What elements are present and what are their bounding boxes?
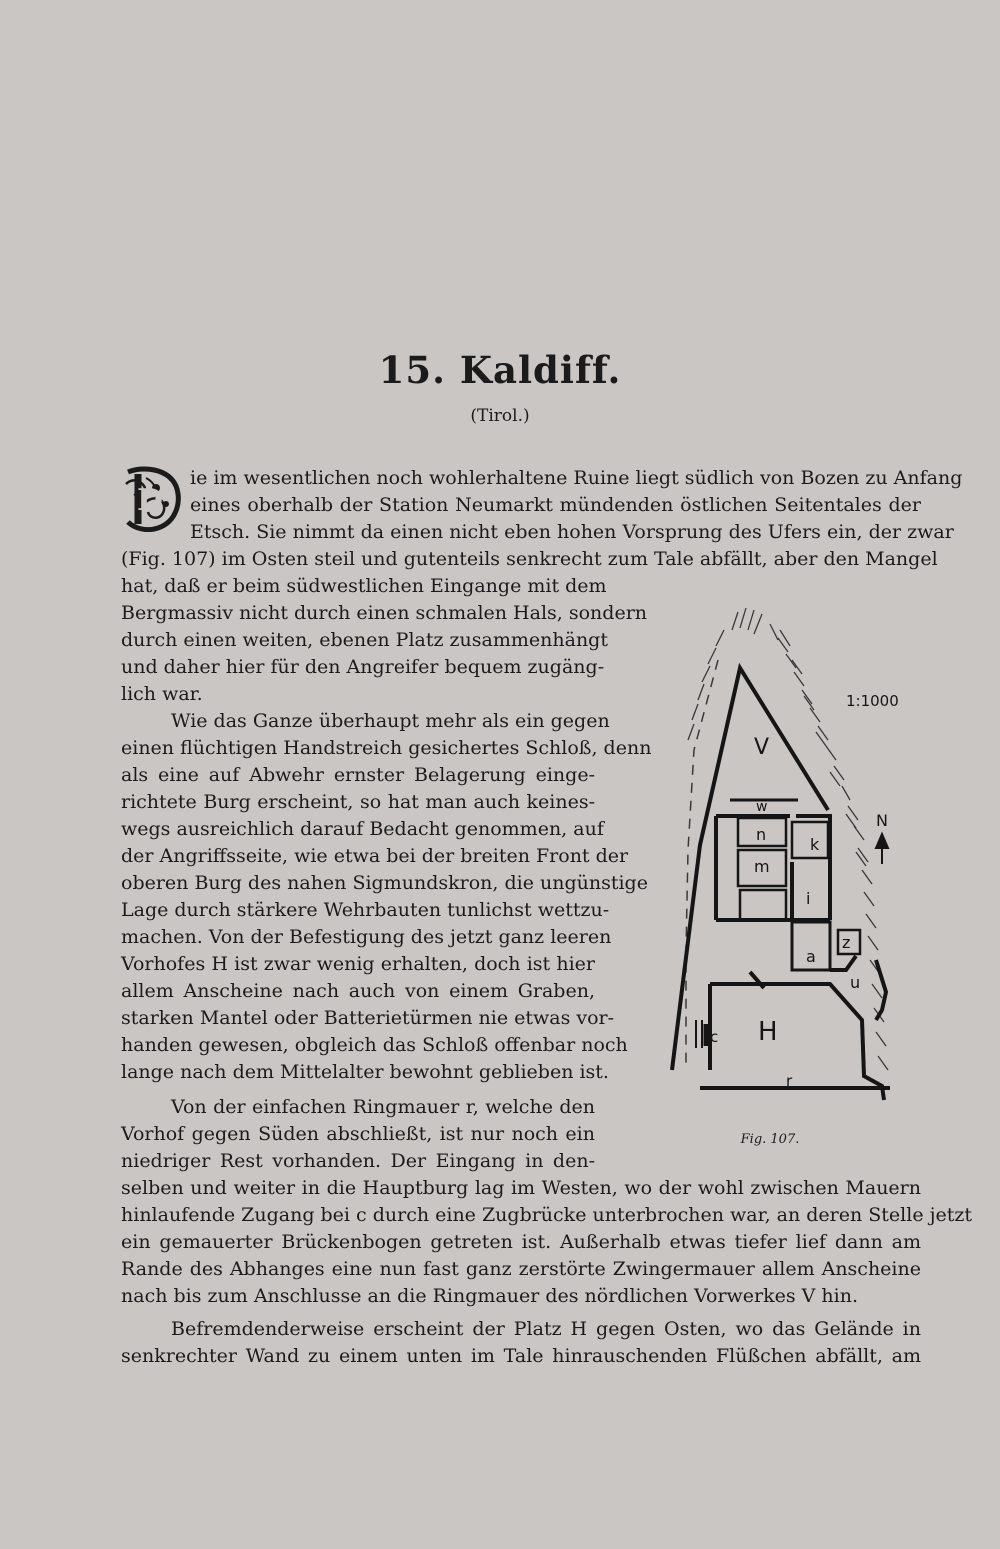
text-line: senkrechter Wand zu einem unten im Tale hinrauschenden Flüßchen abfällt, am xyxy=(121,1345,921,1367)
scale-label: 1:1000 xyxy=(846,692,899,710)
dropcap-letter: D xyxy=(136,483,164,518)
label-u: u xyxy=(850,973,861,992)
text-line: Vorhofes H ist zwar wenig erhalten, doch ist hier xyxy=(121,953,595,975)
text-line: und daher hier für den Angreifer bequem zugäng- xyxy=(121,656,605,678)
text-line: Lage durch stärkere Wehrbauten tunlichst wettzu- xyxy=(121,899,610,921)
label-m: m xyxy=(754,857,770,876)
label-v: V xyxy=(754,735,770,760)
chapter-title: 15. Kaldiff. xyxy=(378,348,622,392)
text-line: (Fig. 107) im Osten steil und gutenteils senkrecht zum Tale abfällt, aber den Mangel xyxy=(121,548,938,570)
text-line: lange nach dem Mittelalter bewohnt geblieben ist. xyxy=(121,1061,609,1083)
forecourt-h-walls xyxy=(700,960,890,1100)
castle-plan-figure xyxy=(620,600,940,1120)
label-h: H xyxy=(758,1017,778,1047)
label-a: a xyxy=(806,947,816,966)
text-line: Vorhof gegen Süden abschließt, ist nur noch ein xyxy=(121,1123,595,1145)
text-line: hat, daß er beim südwestlichen Eingange mit dem xyxy=(121,575,607,597)
text-line: richtete Burg erscheint, so hat man auch keines- xyxy=(121,791,595,813)
text-line: Von der einfachen Ringmauer r, welche den xyxy=(171,1096,595,1118)
text-line: eines oberhalb der Station Neumarkt mündenden östlichen Seitentales der xyxy=(190,494,921,516)
text-line: als eine auf Abwehr ernster Belagerung einge- xyxy=(121,764,595,786)
label-k: k xyxy=(810,835,820,854)
text-line: hinlaufende Zugang bei c durch eine Zugbrücke unterbrochen war, an deren Stelle jetzt xyxy=(121,1204,973,1226)
text-line: ie im wesentlichen noch wohlerhaltene Ruine liegt südlich von Bozen zu Anfang xyxy=(190,467,963,489)
text-line: einen flüchtigen Handstreich gesichertes Schloß, denn xyxy=(121,737,652,759)
text-line: selben und weiter in die Hauptburg lag im Westen, wo der wohl zwischen Mauern xyxy=(121,1177,921,1199)
text-line: Bergmassiv nicht durch einen schmalen Hals, sondern xyxy=(121,602,648,624)
text-line: Wie das Ganze überhaupt mehr als ein gegen xyxy=(171,710,610,732)
label-w: w xyxy=(756,799,768,815)
chapter-subtitle: (Tirol.) xyxy=(470,406,530,426)
main-castle-walls xyxy=(716,816,860,970)
dropcap-ornament xyxy=(122,464,184,532)
text-line: handen gewesen, obgleich das Schloß offenbar noch xyxy=(121,1034,628,1056)
label-z: z xyxy=(842,933,851,952)
label-c: c xyxy=(710,1028,719,1046)
text-line: oberen Burg des nahen Sigmundskron, die ungünstige xyxy=(121,872,648,894)
text-line: wegs ausreichlich darauf Bedacht genommen, auf xyxy=(121,818,604,840)
text-line: niedriger Rest vorhanden. Der Eingang in den- xyxy=(121,1150,595,1172)
text-line: Rande des Abhanges eine nun fast ganz zerstörte Zwingermauer allem Anscheine xyxy=(121,1258,921,1280)
text-line: machen. Von der Befestigung des jetzt ganz leeren xyxy=(121,926,612,948)
text-line: Etsch. Sie nimmt da einen nicht eben hohen Vorsprung des Ufers ein, der zwar xyxy=(190,521,954,543)
drawbridge-mark xyxy=(696,1020,702,1048)
label-r: r xyxy=(786,1072,793,1090)
scarp-line-west xyxy=(686,660,718,1070)
text-line: lich war. xyxy=(121,683,203,705)
text-line: durch einen weiten, ebenen Platz zusammenhängt xyxy=(121,629,608,651)
north-arrow xyxy=(876,834,888,864)
text-line: Befremdenderweise erscheint der Platz H gegen Osten, wo das Gelände in xyxy=(171,1318,921,1340)
text-line: der Angriffsseite, wie etwa bei der breiten Front der xyxy=(121,845,629,867)
text-line: starken Mantel oder Batterietürmen nie etwas vor- xyxy=(121,1007,615,1029)
north-label: N xyxy=(876,811,888,830)
outwork-v-walls xyxy=(672,668,828,1070)
text-line: nach bis zum Anschlusse an die Ringmauer des nördlichen Vorwerkes V hin. xyxy=(121,1285,859,1307)
label-n: n xyxy=(756,825,767,844)
figure-caption: Fig. 107. xyxy=(740,1132,800,1147)
text-line: ein gemauerter Brückenbogen getreten ist. Außerhalb etwas tiefer lief dann am xyxy=(121,1231,921,1253)
text-line: allem Anscheine nach auch von einem Graben, xyxy=(121,980,595,1002)
label-i: i xyxy=(806,889,811,908)
